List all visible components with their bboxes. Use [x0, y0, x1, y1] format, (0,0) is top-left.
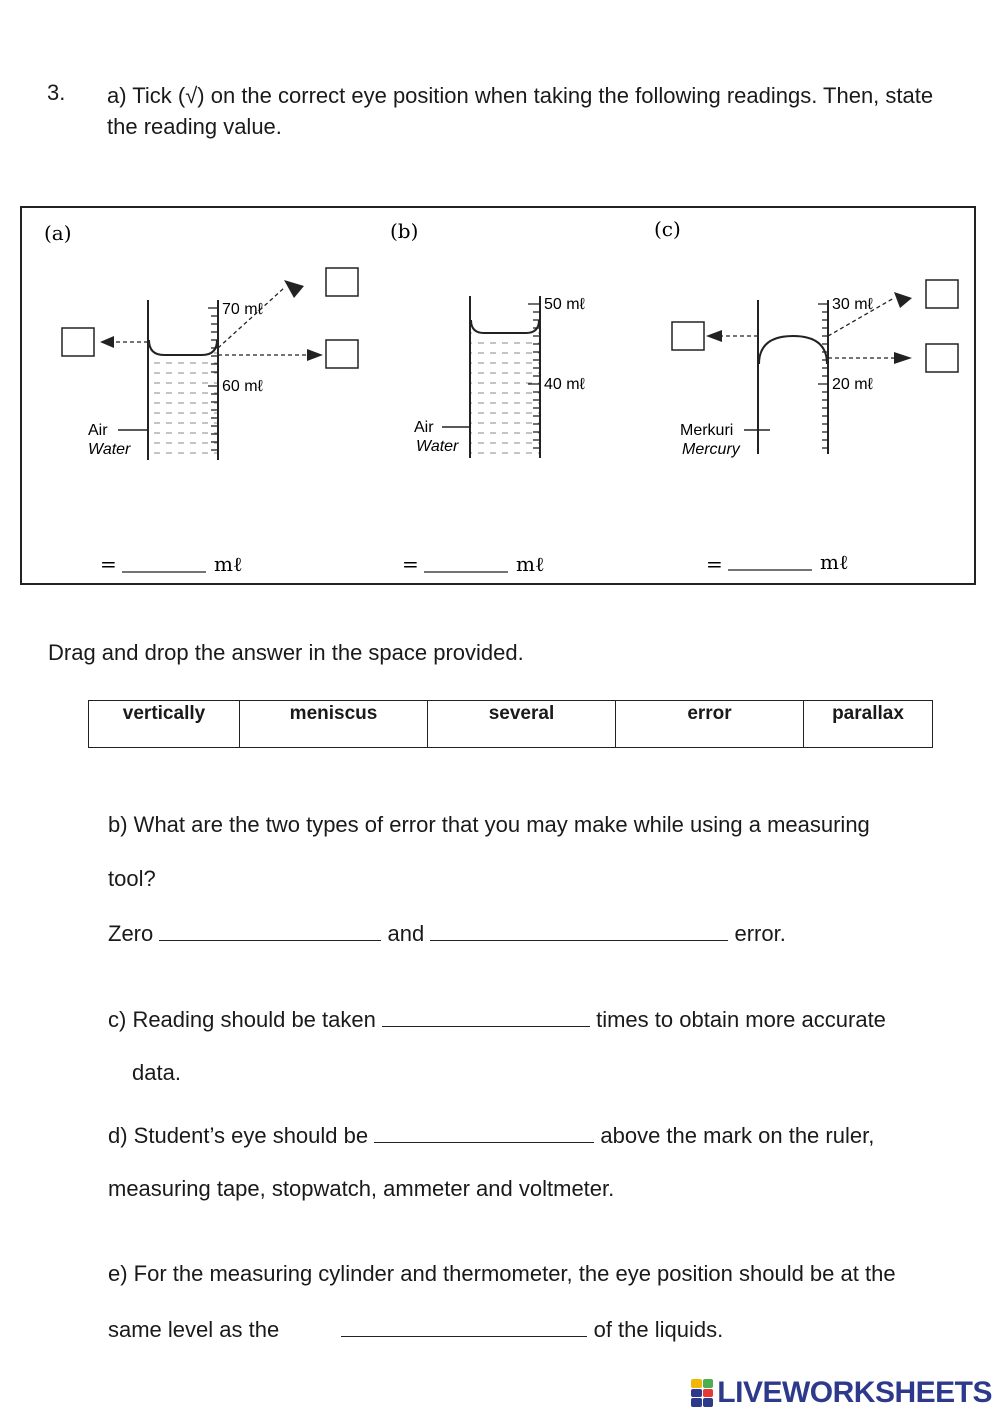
part-c-line1	[108, 1006, 886, 1033]
word-bank-item[interactable]: vertically	[89, 701, 240, 748]
word-bank-item[interactable]: parallax	[804, 701, 933, 748]
drop-zone-e[interactable]	[341, 1316, 587, 1337]
eye-icon	[307, 349, 323, 361]
fig-b-equals: =	[402, 552, 419, 576]
part-d-line1	[108, 1122, 874, 1149]
fig-a-bottom-mark: 60 mℓ	[222, 378, 263, 395]
part-e-after: of the liquids.	[593, 1317, 724, 1342]
fig-a-top-mark: 70 mℓ	[222, 301, 263, 318]
word-bank-item[interactable]: error	[616, 701, 804, 748]
fig-c-equals: =	[706, 552, 723, 576]
liveworksheets-logo-icon	[691, 1379, 713, 1407]
fig-c-bottom-mark: 20 mℓ	[832, 376, 873, 393]
part-b-zero: Zero	[108, 921, 154, 946]
fig-a-liquid-2: Water	[88, 441, 131, 458]
figure-diagrams	[22, 208, 978, 587]
figure-panel	[20, 206, 976, 585]
cylinder-b	[470, 296, 540, 458]
part-b-line2: tool?	[108, 866, 156, 891]
tick-box-c-left[interactable]	[672, 322, 704, 350]
part-d-before: d) Student’s eye should be	[108, 1123, 369, 1148]
fig-c-liquid-2: Mercury	[682, 441, 740, 458]
part-e-before: same level as the	[108, 1317, 280, 1342]
fig-a-unit: mℓ	[214, 552, 243, 576]
tick-box-a-top[interactable]	[326, 268, 358, 296]
drop-zone-b2[interactable]	[430, 920, 728, 941]
fig-b-unit: mℓ	[516, 552, 545, 576]
brand-name: LIVEWORKSHEETS	[717, 1376, 992, 1409]
part-e-line1: e) For the measuring cylinder and thermometer, the eye position should be at the	[108, 1261, 896, 1286]
fig-b-label: (b)	[390, 219, 419, 243]
thermometer-c	[758, 300, 828, 454]
part-d-after: above the mark on the ruler,	[600, 1123, 875, 1148]
tick-box-a-level[interactable]	[326, 340, 358, 368]
tick-box-a-left[interactable]	[62, 328, 94, 356]
part-c-after: times to obtain more accurate	[596, 1007, 886, 1032]
word-bank	[88, 700, 933, 748]
part-e-line2	[108, 1316, 723, 1343]
fig-b-liquid-1: Air	[414, 419, 434, 436]
drop-zone-b1[interactable]	[159, 920, 381, 941]
eye-icon	[100, 336, 114, 348]
part-b-line1: b) What are the two types of error that you may make while using a measuring	[108, 812, 870, 837]
fig-a-liquid-1: Air	[88, 422, 108, 439]
drag-instructions: Drag and drop the answer in the space provided.	[48, 640, 524, 665]
fig-b-bottom-mark: 40 mℓ	[544, 376, 585, 393]
part-c-before: c) Reading should be taken	[108, 1007, 376, 1032]
tick-box-c-level[interactable]	[926, 344, 958, 372]
word-bank-item[interactable]: several	[428, 701, 616, 748]
fig-b-liquid-2: Water	[416, 438, 459, 455]
fig-c-liquid-1: Merkuri	[680, 422, 734, 439]
fig-a-equals: =	[100, 552, 117, 576]
word-bank-item[interactable]: meniscus	[240, 701, 428, 748]
eye-icon	[284, 280, 304, 298]
part-b-line3	[108, 920, 786, 947]
cylinder-a	[148, 300, 218, 460]
part-c-line2: data.	[132, 1060, 181, 1085]
part-d-line2: measuring tape, stopwatch, ammeter and voltmeter.	[108, 1176, 615, 1201]
tick-box-c-top[interactable]	[926, 280, 958, 308]
question-part-a: a) Tick (√) on the correct eye position when taking the following readings. Then, state the reading value.	[107, 83, 934, 139]
eye-icon	[894, 292, 912, 308]
fig-c-top-mark: 30 mℓ	[832, 296, 873, 313]
drop-zone-c[interactable]	[382, 1006, 590, 1027]
question-number: 3.	[47, 80, 66, 105]
part-b-error: error.	[734, 921, 786, 946]
part-b-and: and	[387, 921, 425, 946]
fig-c-unit: mℓ	[820, 550, 849, 574]
eye-icon	[894, 352, 912, 364]
drop-zone-d[interactable]	[374, 1122, 594, 1143]
fig-b-top-mark: 50 mℓ	[544, 296, 585, 313]
fig-a-label: (a)	[44, 221, 72, 245]
eye-icon	[706, 330, 722, 342]
fig-c-label: (c)	[654, 217, 681, 241]
liveworksheets-logo	[691, 1376, 992, 1410]
